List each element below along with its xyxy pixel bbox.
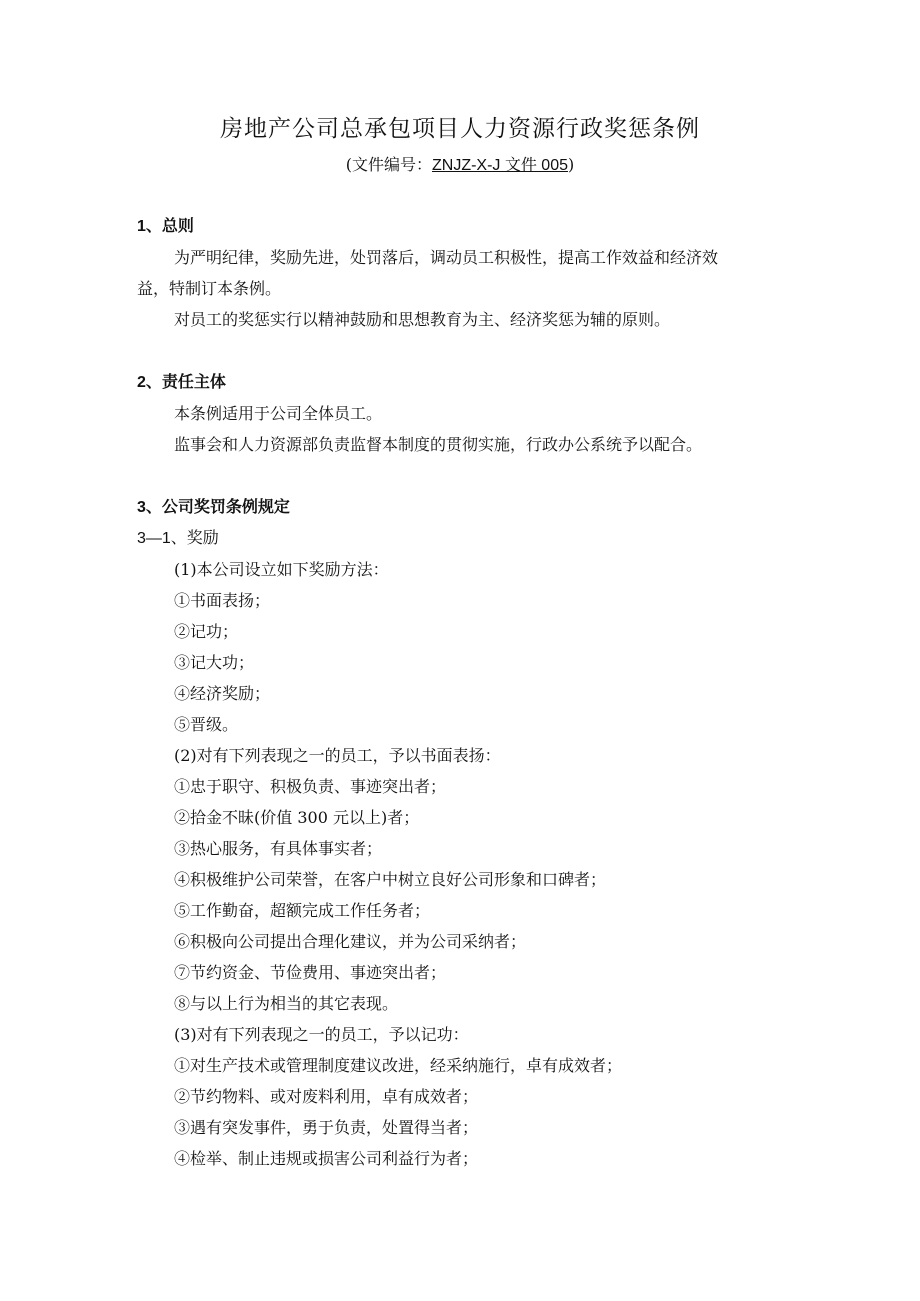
section-3-1-heading: 3—1、奖励 (137, 530, 219, 547)
section-2-paragraph-1: 本条例适用于公司全体员工。 (174, 404, 383, 423)
reward-method-item: ③记大功； (174, 653, 255, 672)
merit-item: ②节约物料、或对废料利用，卓有成效者； (174, 1087, 479, 1106)
written-praise-item: ⑦节约资金、节俭费用、事迹突出者； (174, 963, 447, 982)
section-1-paragraph-1-line-2: 益，特制订本条例。 (137, 279, 282, 298)
written-praise-item: ⑤工作勤奋，超额完成工作任务者； (174, 901, 431, 920)
reward-method-item: ④经济奖励； (174, 684, 271, 703)
document-title: 房地产公司总承包项目人力资源行政奖惩条例 (220, 116, 700, 142)
written-praise-item: ④积极维护公司荣誉，在客户中树立良好公司形象和口碑者； (174, 870, 607, 889)
merit-item: ③遇有突发事件，勇于负责，处置得当者； (174, 1118, 479, 1137)
document-number (0, 153, 920, 178)
reward-methods-intro: (1)本公司设立如下奖励方法： (174, 560, 389, 579)
document-body (137, 211, 777, 1174)
merit-item: ①对生产技术或管理制度建议改进，经采纳施行，卓有成效者； (174, 1056, 623, 1075)
written-praise-item: ⑥积极向公司提出合理化建议，并为公司采纳者； (174, 932, 527, 951)
merit-item: ④检举、制止违规或损害公司利益行为者； (174, 1149, 479, 1168)
section-gap (137, 335, 777, 367)
written-praise-item: ②拾金不昧(价值 300 元以上)者； (174, 808, 420, 827)
reward-method-item: ①书面表扬； (174, 591, 271, 610)
document-number-prefix: (文件编号： (345, 155, 432, 174)
document-number-code: ZNJZ-X-J 文件 005 (431, 157, 569, 174)
section-1-paragraph-1-line-1: 为严明纪律，奖励先进，处罚落后，调动员工积极性，提高工作效益和经济效 (174, 248, 719, 267)
written-praise-item: ③热心服务，有具体事实者； (174, 839, 383, 858)
written-praise-intro: (2)对有下列表现之一的员工，予以书面表扬： (174, 746, 501, 765)
reward-method-item: ②记功； (174, 622, 239, 641)
section-gap (137, 460, 777, 492)
merit-intro: (3)对有下列表现之一的员工，予以记功： (174, 1025, 469, 1044)
document-number-suffix: ) (568, 155, 575, 174)
written-praise-item: ①忠于职守、积极负责、事迹突出者； (174, 777, 447, 796)
section-2-paragraph-2: 监事会和人力资源部负责监督本制度的贯彻实施，行政办公系统予以配合。 (174, 435, 703, 454)
section-2-heading: 2、责任主体 (137, 374, 226, 391)
written-praise-item: ⑧与以上行为相当的其它表现。 (174, 994, 399, 1013)
section-1-heading: 1、总则 (137, 218, 194, 235)
reward-method-item: ⑤晋级。 (174, 715, 239, 734)
section-1-paragraph-1 (137, 242, 777, 273)
section-3-heading: 3、公司奖罚条例规定 (137, 499, 290, 516)
section-1-paragraph-2: 对员工的奖惩实行以精神鼓励和思想教育为主、经济奖惩为辅的原则。 (174, 310, 671, 329)
